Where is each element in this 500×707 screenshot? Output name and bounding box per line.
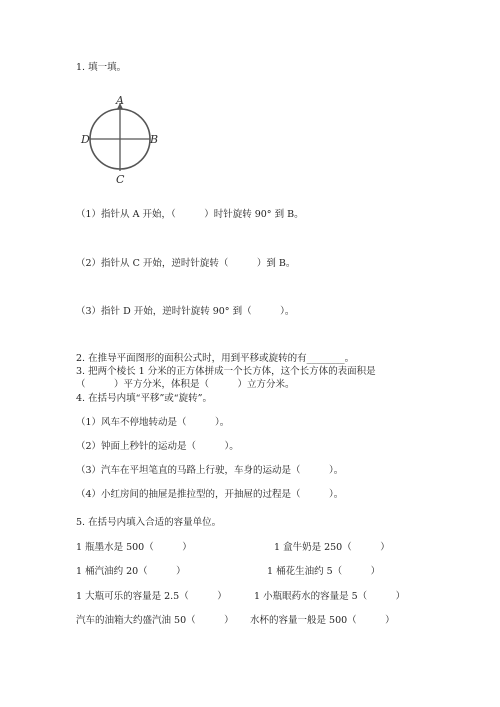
q5-left-2: 1 桶汽油约 20（ ） [76, 566, 186, 577]
label-a: A [116, 94, 124, 107]
rotation-clock-figure [82, 96, 182, 186]
q4-item-3: （3）汽车在平坦笔直的马路上行驶，车身的运动是（ ）。 [76, 465, 344, 476]
q5-right-4: 水杯的容量一般是 500（ ） [250, 615, 395, 626]
q1-item-2: （2）指针从 C 开始，逆时针旋转（ ）到 B。 [76, 258, 296, 269]
q5-left-4: 汽车的油箱大约盛汽油 50（ ） [76, 615, 234, 626]
q4-item-4: （4）小红房间的抽屉是推拉型的，开抽屉的过程是（ ）。 [76, 489, 344, 500]
q3-line-1: 3. 把两个棱长 1 分米的正方体拼成一个长方体，这个长方体的表面积是 [76, 366, 376, 377]
q1-title: 1. 填一填。 [76, 62, 127, 73]
label-b: B [150, 133, 159, 146]
q1-item-1: （1）指针从 A 开始，（ ）时针旋转 90° 到 B。 [76, 209, 304, 220]
q4-item-1: （1）风车不停地转动是（ ）。 [76, 417, 230, 428]
q2-text: 2. 在推导平面图形的面积公式时，用到平移或旋转的有________。 [76, 353, 355, 364]
q1-item-3: （3）指针 D 开始，逆时针旋转 90° 到（ ）。 [76, 306, 295, 317]
label-c: C [116, 173, 125, 186]
q3-line-2: （ ）平方分米，体积是（ ）立方分米。 [76, 379, 295, 390]
q4-title: 4. 在括号内填“平移”或“旋转”。 [76, 393, 213, 404]
q5-right-1: 1 盒牛奶是 250（ ） [274, 542, 390, 553]
label-d: D [81, 133, 90, 146]
q4-item-2: （2）钟面上秒针的运动是（ ）。 [76, 441, 239, 452]
q5-left-1: 1 瓶墨水是 500（ ） [76, 542, 192, 553]
q5-right-3: 1 小瓶眼药水的容量是 5（ ） [254, 591, 406, 602]
q5-left-3: 1 大瓶可乐的容量是 2.5（ ） [76, 591, 227, 602]
q5-right-2: 1 桶花生油约 5（ ） [267, 566, 381, 577]
q5-title: 5. 在括号内填入合适的容量单位。 [76, 517, 222, 528]
